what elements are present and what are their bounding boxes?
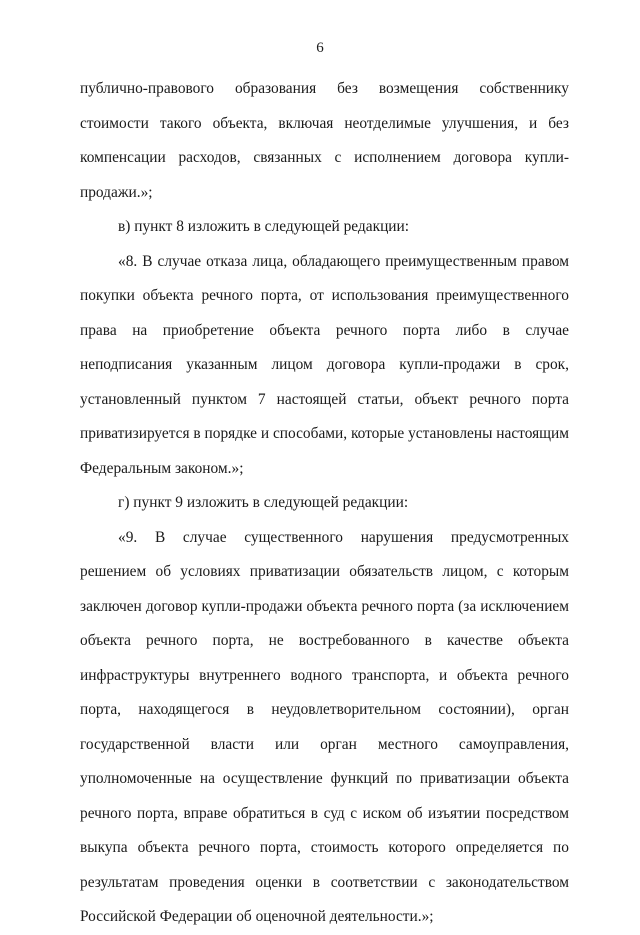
document-body	[80, 72, 569, 935]
paragraph-continuation: публично-правового образования без возмещения собственнику стоимости такого объекта, включая неотделимые улучшения, и без компенсации расходов, связанных с исполнением договора купли-продажи.»;	[80, 80, 569, 201]
paragraph-item-v: в) пункт 8 изложить в следующей редакции:	[118, 218, 410, 235]
page-number: 6	[316, 40, 324, 56]
paragraph-item-g: г) пункт 9 изложить в следующей редакции:	[118, 494, 409, 511]
paragraph-point-9: «9. В случае существенного нарушения предусмотренных решением об условиях приватизации обязательств лицом, с которым заключен договор купли-продажи объекта речного порта (за исключением объекта речного порта, не востребованного в качестве объекта инфраструктуры внутреннего водного транспорта, и объекта речного порта, находящегося в неудовлетворительном состоянии), орган государственной власти или орган местного самоуправления, уполномоченные на осуществление функций по приватизации объекта речного порта, вправе обратиться в суд с иском об изъятии посредством выкупа объекта речного порта, стоимость которого определяется по результатам проведения оценки в соответствии с законодательством Российской Федерации об оценочной деятельности.»;	[80, 528, 569, 925]
paragraph-point-8: «8. В случае отказа лица, обладающего преимущественным правом покупки объекта речного порта, от использования преимущественного права на приобретение объекта речного порта либо в случае неподписания указанным лицом договора купли-продажи в срок, установленный пунктом 7 настоящей статьи, объект речного порта приватизируется в порядке и способами, которые установлены настоящим Федеральным законом.»;	[80, 252, 569, 477]
